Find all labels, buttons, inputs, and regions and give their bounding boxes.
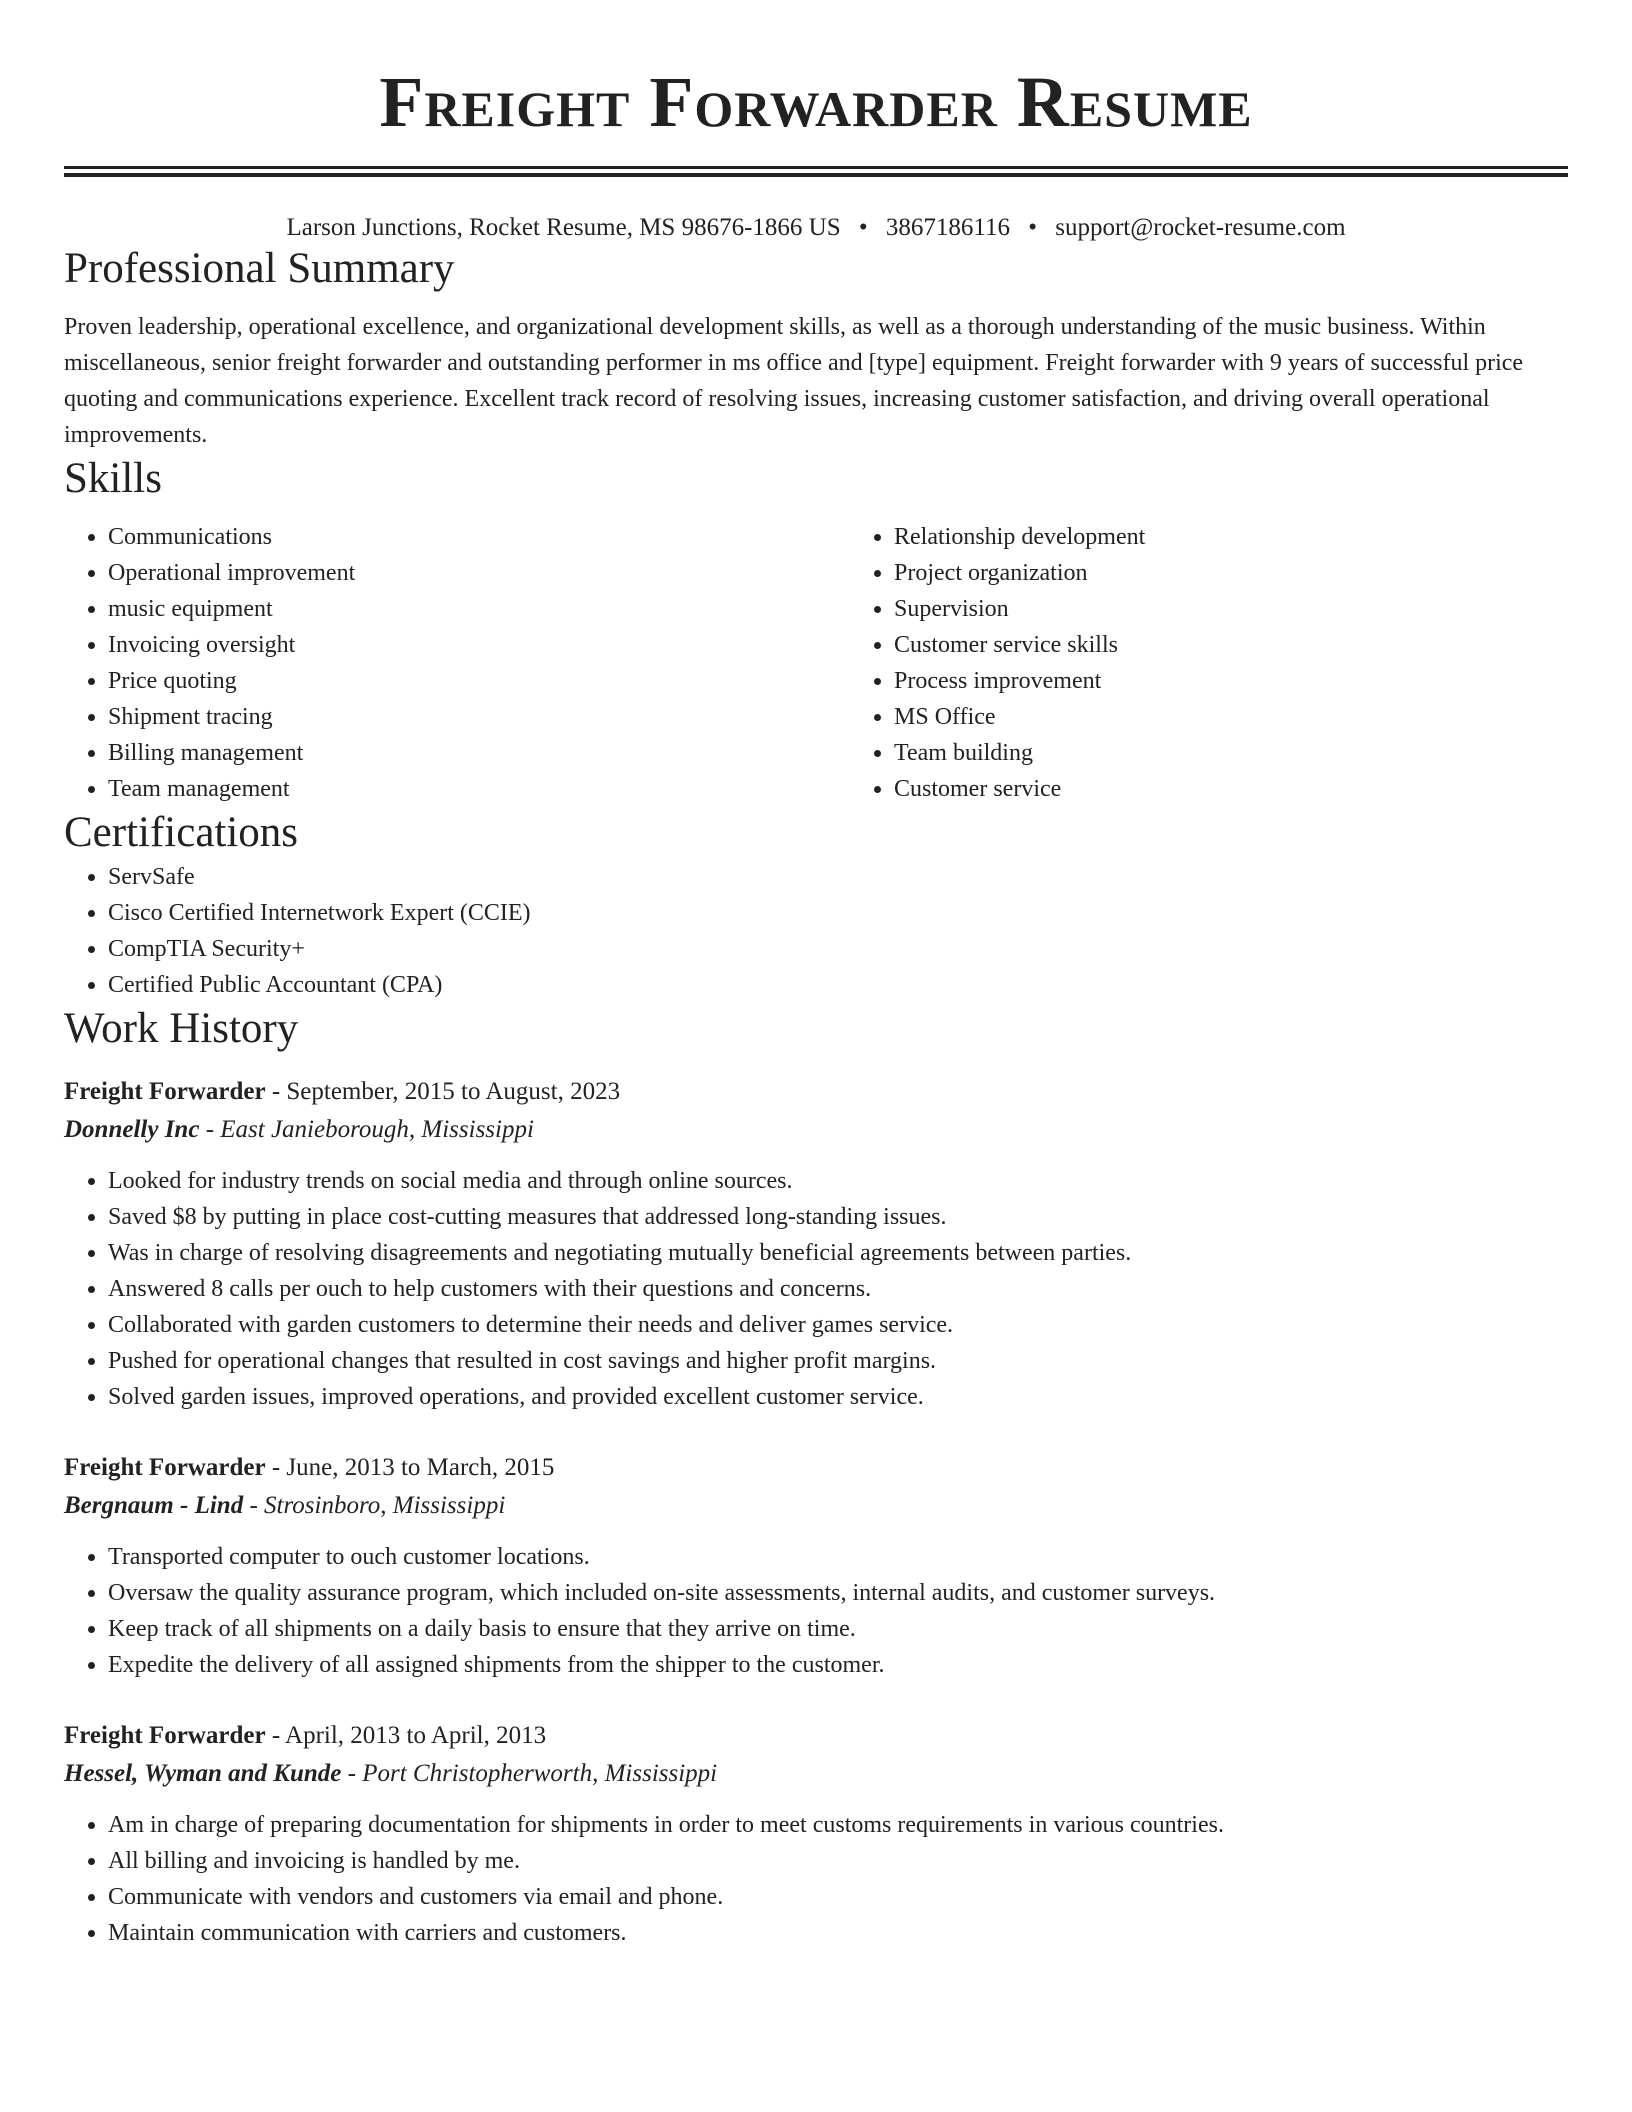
skills-column-right <box>850 519 1632 807</box>
job-entry <box>64 1449 1568 1683</box>
job-duty: • All billing and invoicing is handled by me. <box>108 1843 1568 1879</box>
certification-item: • Certified Public Accountant (CPA) <box>108 967 1568 1003</box>
skill-item: • Price quoting <box>108 663 850 699</box>
certification-item: • CompTIA Security+ <box>108 931 1568 967</box>
job-company-line <box>64 1111 1568 1149</box>
job-company: Bergnaum - Lind <box>64 1492 244 1519</box>
job-entry <box>64 1073 1568 1415</box>
summary-text: Proven leadership, operational excellence, and organizational development skills, as well as a thorough understanding of the music business. Within miscellaneous, senior freight forwarder and outstanding performer in ms office and [type] equipment. Freight forwarder with 9 years of successful price quoting and communications experience. Excellent track record of resolving issues, increasing customer satisfaction, and driving overall operational improvements. <box>64 314 1524 448</box>
resume-title: Freight Forwarder Resume <box>379 62 1253 142</box>
job-duty: • Was in charge of resolving disagreements and negotiating mutually beneficial agreements between parties. <box>108 1235 1568 1271</box>
job-duty: • Am in charge of preparing documentation for shipments in order to meet customs requirements in various countries. <box>108 1807 1568 1843</box>
job-duties <box>64 1807 1568 1951</box>
job-duty: • Collaborated with garden customers to determine their needs and deliver games service. <box>108 1307 1568 1343</box>
skill-item: • Team building <box>894 735 1632 771</box>
contact-phone: 3867186116 <box>885 214 1010 241</box>
skill-item: • Supervision <box>894 591 1632 627</box>
job-company-line <box>64 1487 1568 1525</box>
job-location: - Port Christopherworth, Mississippi <box>341 1760 718 1787</box>
contact-address: Larson Junctions, Rocket Resume, MS 98676-1866 US <box>286 214 841 241</box>
certifications-heading: Certifications <box>64 809 299 856</box>
certifications-list <box>64 859 1568 1003</box>
job-duty: • Saved $8 by putting in place cost-cutting measures that addressed long-standing issues. <box>108 1199 1568 1235</box>
job-duties <box>64 1163 1568 1415</box>
certification-item: • ServSafe <box>108 859 1568 895</box>
contact-separator: • <box>858 214 868 241</box>
job-duty: • Transported computer to ouch customer locations. <box>108 1539 1568 1575</box>
job-company: Donnelly Inc <box>64 1116 200 1143</box>
work-history-heading: Work History <box>64 1005 299 1052</box>
job-role: Freight Forwarder <box>64 1722 266 1749</box>
skill-item: • Customer service skills <box>894 627 1632 663</box>
job-dates: - June, 2013 to March, 2015 <box>265 1454 555 1481</box>
job-company-line <box>64 1755 1568 1793</box>
job-company: Hessel, Wyman and Kunde <box>64 1760 342 1787</box>
job-title-line <box>64 1073 1568 1111</box>
job-location: - Strosinboro, Mississippi <box>243 1492 506 1519</box>
skill-item: • music equipment <box>108 591 850 627</box>
job-title-line <box>64 1717 1568 1755</box>
job-duty: • Solved garden issues, improved operations, and provided excellent customer service. <box>108 1379 1568 1415</box>
skill-item: • Process improvement <box>894 663 1632 699</box>
skills-heading: Skills <box>64 455 162 502</box>
job-duty: • Pushed for operational changes that resulted in cost savings and higher profit margins. <box>108 1343 1568 1379</box>
skill-item: • Team management <box>108 771 850 807</box>
job-duties <box>64 1539 1568 1683</box>
skills-column-left <box>64 519 850 807</box>
job-role: Freight Forwarder <box>64 1454 266 1481</box>
skill-item: • Operational improvement <box>108 555 850 591</box>
skills-list <box>64 519 1568 807</box>
job-duty: • Oversaw the quality assurance program, which included on-site assessments, internal audits, and customer surveys. <box>108 1575 1568 1611</box>
skill-item: • MS Office <box>894 699 1632 735</box>
job-duty: • Keep track of all shipments on a daily basis to ensure that they arrive on time. <box>108 1611 1568 1647</box>
title-divider <box>64 166 1568 177</box>
job-entry <box>64 1717 1568 1951</box>
job-location: - East Janieborough, Mississippi <box>199 1116 534 1143</box>
job-duty: • Communicate with vendors and customers via email and phone. <box>108 1879 1568 1915</box>
skill-item: • Relationship development <box>894 519 1632 555</box>
job-role: Freight Forwarder <box>64 1078 266 1105</box>
job-duty: • Answered 8 calls per ouch to help customers with their questions and concerns. <box>108 1271 1568 1307</box>
job-dates: - April, 2013 to April, 2013 <box>265 1722 547 1749</box>
certification-item: • Cisco Certified Internetwork Expert (CCIE) <box>108 895 1568 931</box>
skill-item: • Customer service <box>894 771 1632 807</box>
job-duty: • Looked for industry trends on social media and through online sources. <box>108 1163 1568 1199</box>
contact-separator: • <box>1028 214 1037 241</box>
skill-item: • Project organization <box>894 555 1632 591</box>
summary-heading: Professional Summary <box>64 245 455 292</box>
skill-item: • Shipment tracing <box>108 699 850 735</box>
contact-line <box>64 213 1568 243</box>
skill-item: • Billing management <box>108 735 850 771</box>
skill-item: • Invoicing oversight <box>108 627 850 663</box>
job-title-line <box>64 1449 1568 1487</box>
contact-email: support@rocket-resume.com <box>1055 214 1346 241</box>
job-duty: • Expedite the delivery of all assigned shipments from the shipper to the customer. <box>108 1647 1568 1683</box>
job-dates: - September, 2015 to August, 2023 <box>265 1078 621 1105</box>
job-duty: • Maintain communication with carriers and customers. <box>108 1915 1568 1951</box>
skill-item: • Communications <box>108 519 850 555</box>
